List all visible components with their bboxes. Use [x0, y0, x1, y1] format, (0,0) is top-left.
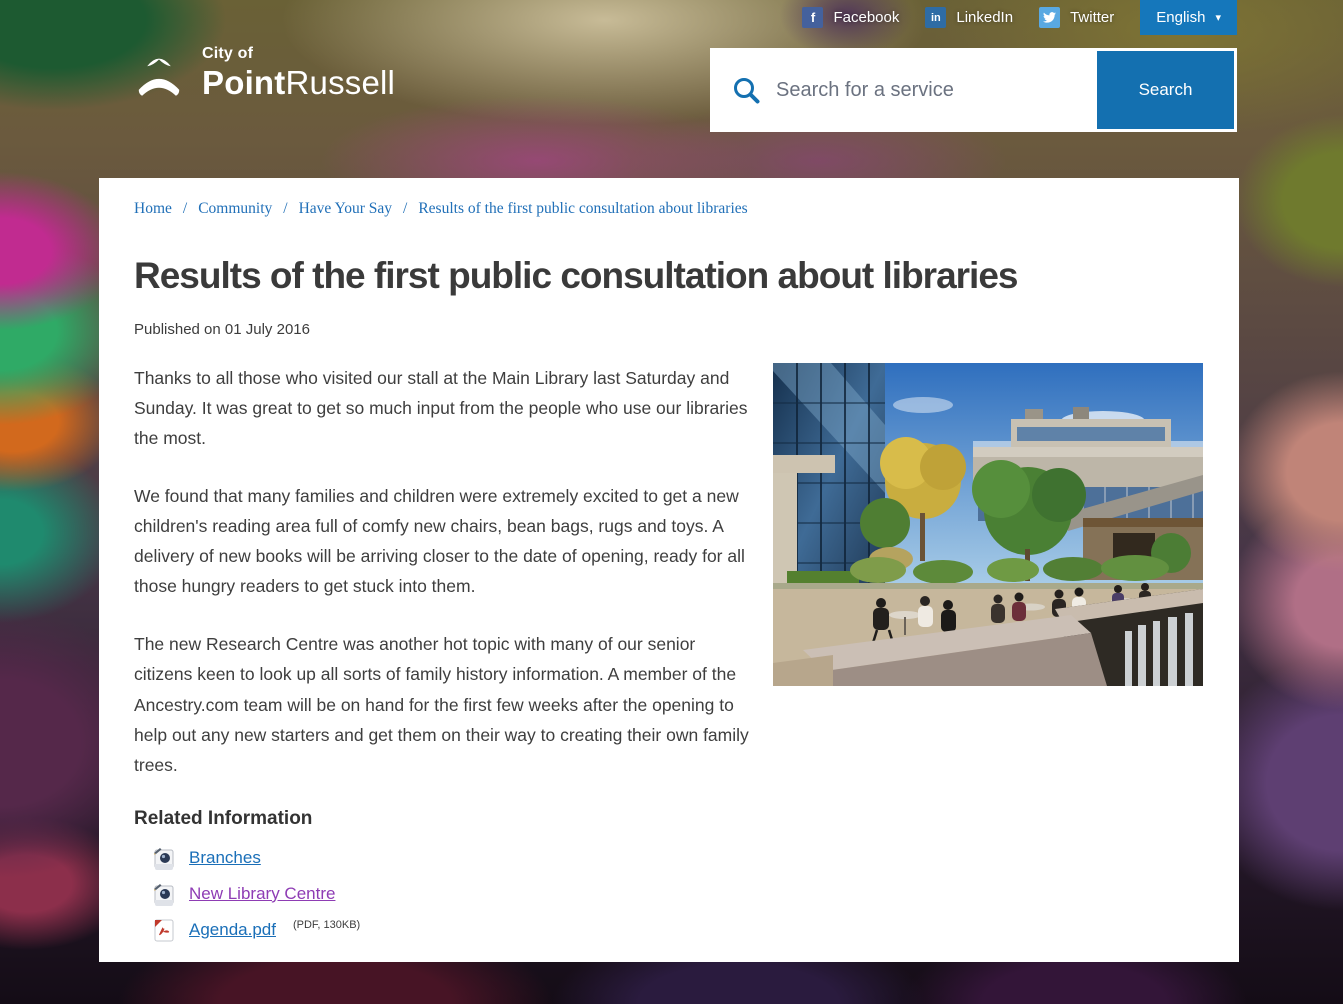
- logo-text: [202, 45, 395, 102]
- library-courtyard-photo-graphic: [773, 363, 1203, 686]
- breadcrumb-home[interactable]: Home: [134, 200, 172, 217]
- web-page-icon: [152, 882, 176, 906]
- twitter-icon: [1039, 7, 1060, 28]
- breadcrumb-separator: /: [403, 200, 408, 217]
- pdf-file-size: (PDF, 130KB): [292, 918, 361, 931]
- article-text-column: [134, 363, 756, 954]
- facebook-icon: f: [802, 7, 823, 28]
- point-russell-logo-icon: [132, 44, 186, 102]
- twitter-label: Twitter: [1070, 9, 1115, 26]
- chevron-down-icon: ▾: [1215, 12, 1221, 24]
- related-information-section: [134, 808, 756, 942]
- language-label: English: [1156, 9, 1206, 26]
- related-link-branches[interactable]: Branches: [189, 847, 261, 867]
- search-input[interactable]: [774, 78, 1097, 103]
- linkedin-icon: in: [925, 7, 946, 28]
- breadcrumb-separator: /: [283, 200, 288, 217]
- language-selector[interactable]: [1140, 0, 1237, 35]
- pdf-file-icon: [152, 918, 176, 942]
- twitter-link[interactable]: [1039, 7, 1114, 28]
- topbar: [802, 0, 1237, 35]
- related-link-new-library-centre[interactable]: New Library Centre: [189, 883, 336, 903]
- paragraph-1: Thanks to all those who visited our stall at the Main Library last Saturday and Sunday. It was great to get so much input from the people who use our libraries the most.: [134, 367, 748, 448]
- site-logo[interactable]: [132, 44, 395, 102]
- breadcrumb-community[interactable]: Community: [198, 200, 273, 217]
- breadcrumb: [134, 200, 1203, 218]
- list-item: [152, 846, 756, 870]
- breadcrumb-current-page[interactable]: Results of the first public consultation about libraries: [418, 200, 748, 217]
- logo-name-light: Russell: [285, 63, 396, 101]
- logo-city-of: City of: [202, 44, 254, 62]
- page-title: Results of the first public consultation about libraries: [134, 255, 1018, 296]
- paragraph-3: The new Research Centre was another hot topic with many of our senior citizens keen to look up all sorts of family history information. A member of the Ancestry.com team will be on hand for the first few weeks after the opening to help out any new starters and get them on their way to creating their own family trees.: [134, 634, 749, 775]
- list-item: [152, 918, 756, 942]
- content-card: [99, 178, 1239, 962]
- related-information-heading: Related Information: [134, 807, 313, 829]
- linkedin-label: LinkedIn: [956, 9, 1014, 26]
- list-item: [152, 882, 756, 906]
- breadcrumb-separator: /: [182, 200, 188, 217]
- breadcrumb-have-your-say[interactable]: Have Your Say: [298, 200, 393, 217]
- paragraph-2: We found that many families and children were extremely excited to get a new children's reading area full of comfy new chairs, bean bags, rugs and toys. A delivery of new books will be arriving closer to the date of opening, ready for all those hungry readers to get stuck into them.: [134, 485, 745, 597]
- article-body: [134, 363, 1203, 954]
- facebook-label: Facebook: [833, 9, 900, 26]
- search-button[interactable]: Search: [1097, 51, 1234, 129]
- published-date: Published on 01 July 2016: [134, 320, 310, 338]
- logo-name-bold: Point: [202, 63, 286, 101]
- search-icon: [732, 76, 760, 104]
- facebook-link[interactable]: [802, 7, 899, 28]
- logo-name: [202, 64, 395, 102]
- related-links-list: [134, 846, 756, 942]
- web-page-icon: [152, 846, 176, 870]
- linkedin-link[interactable]: [925, 7, 1013, 28]
- library-courtyard-photo: [773, 363, 1203, 686]
- search-bar: [710, 48, 1237, 132]
- related-link-agenda-pdf[interactable]: Agenda.pdf: [189, 919, 276, 939]
